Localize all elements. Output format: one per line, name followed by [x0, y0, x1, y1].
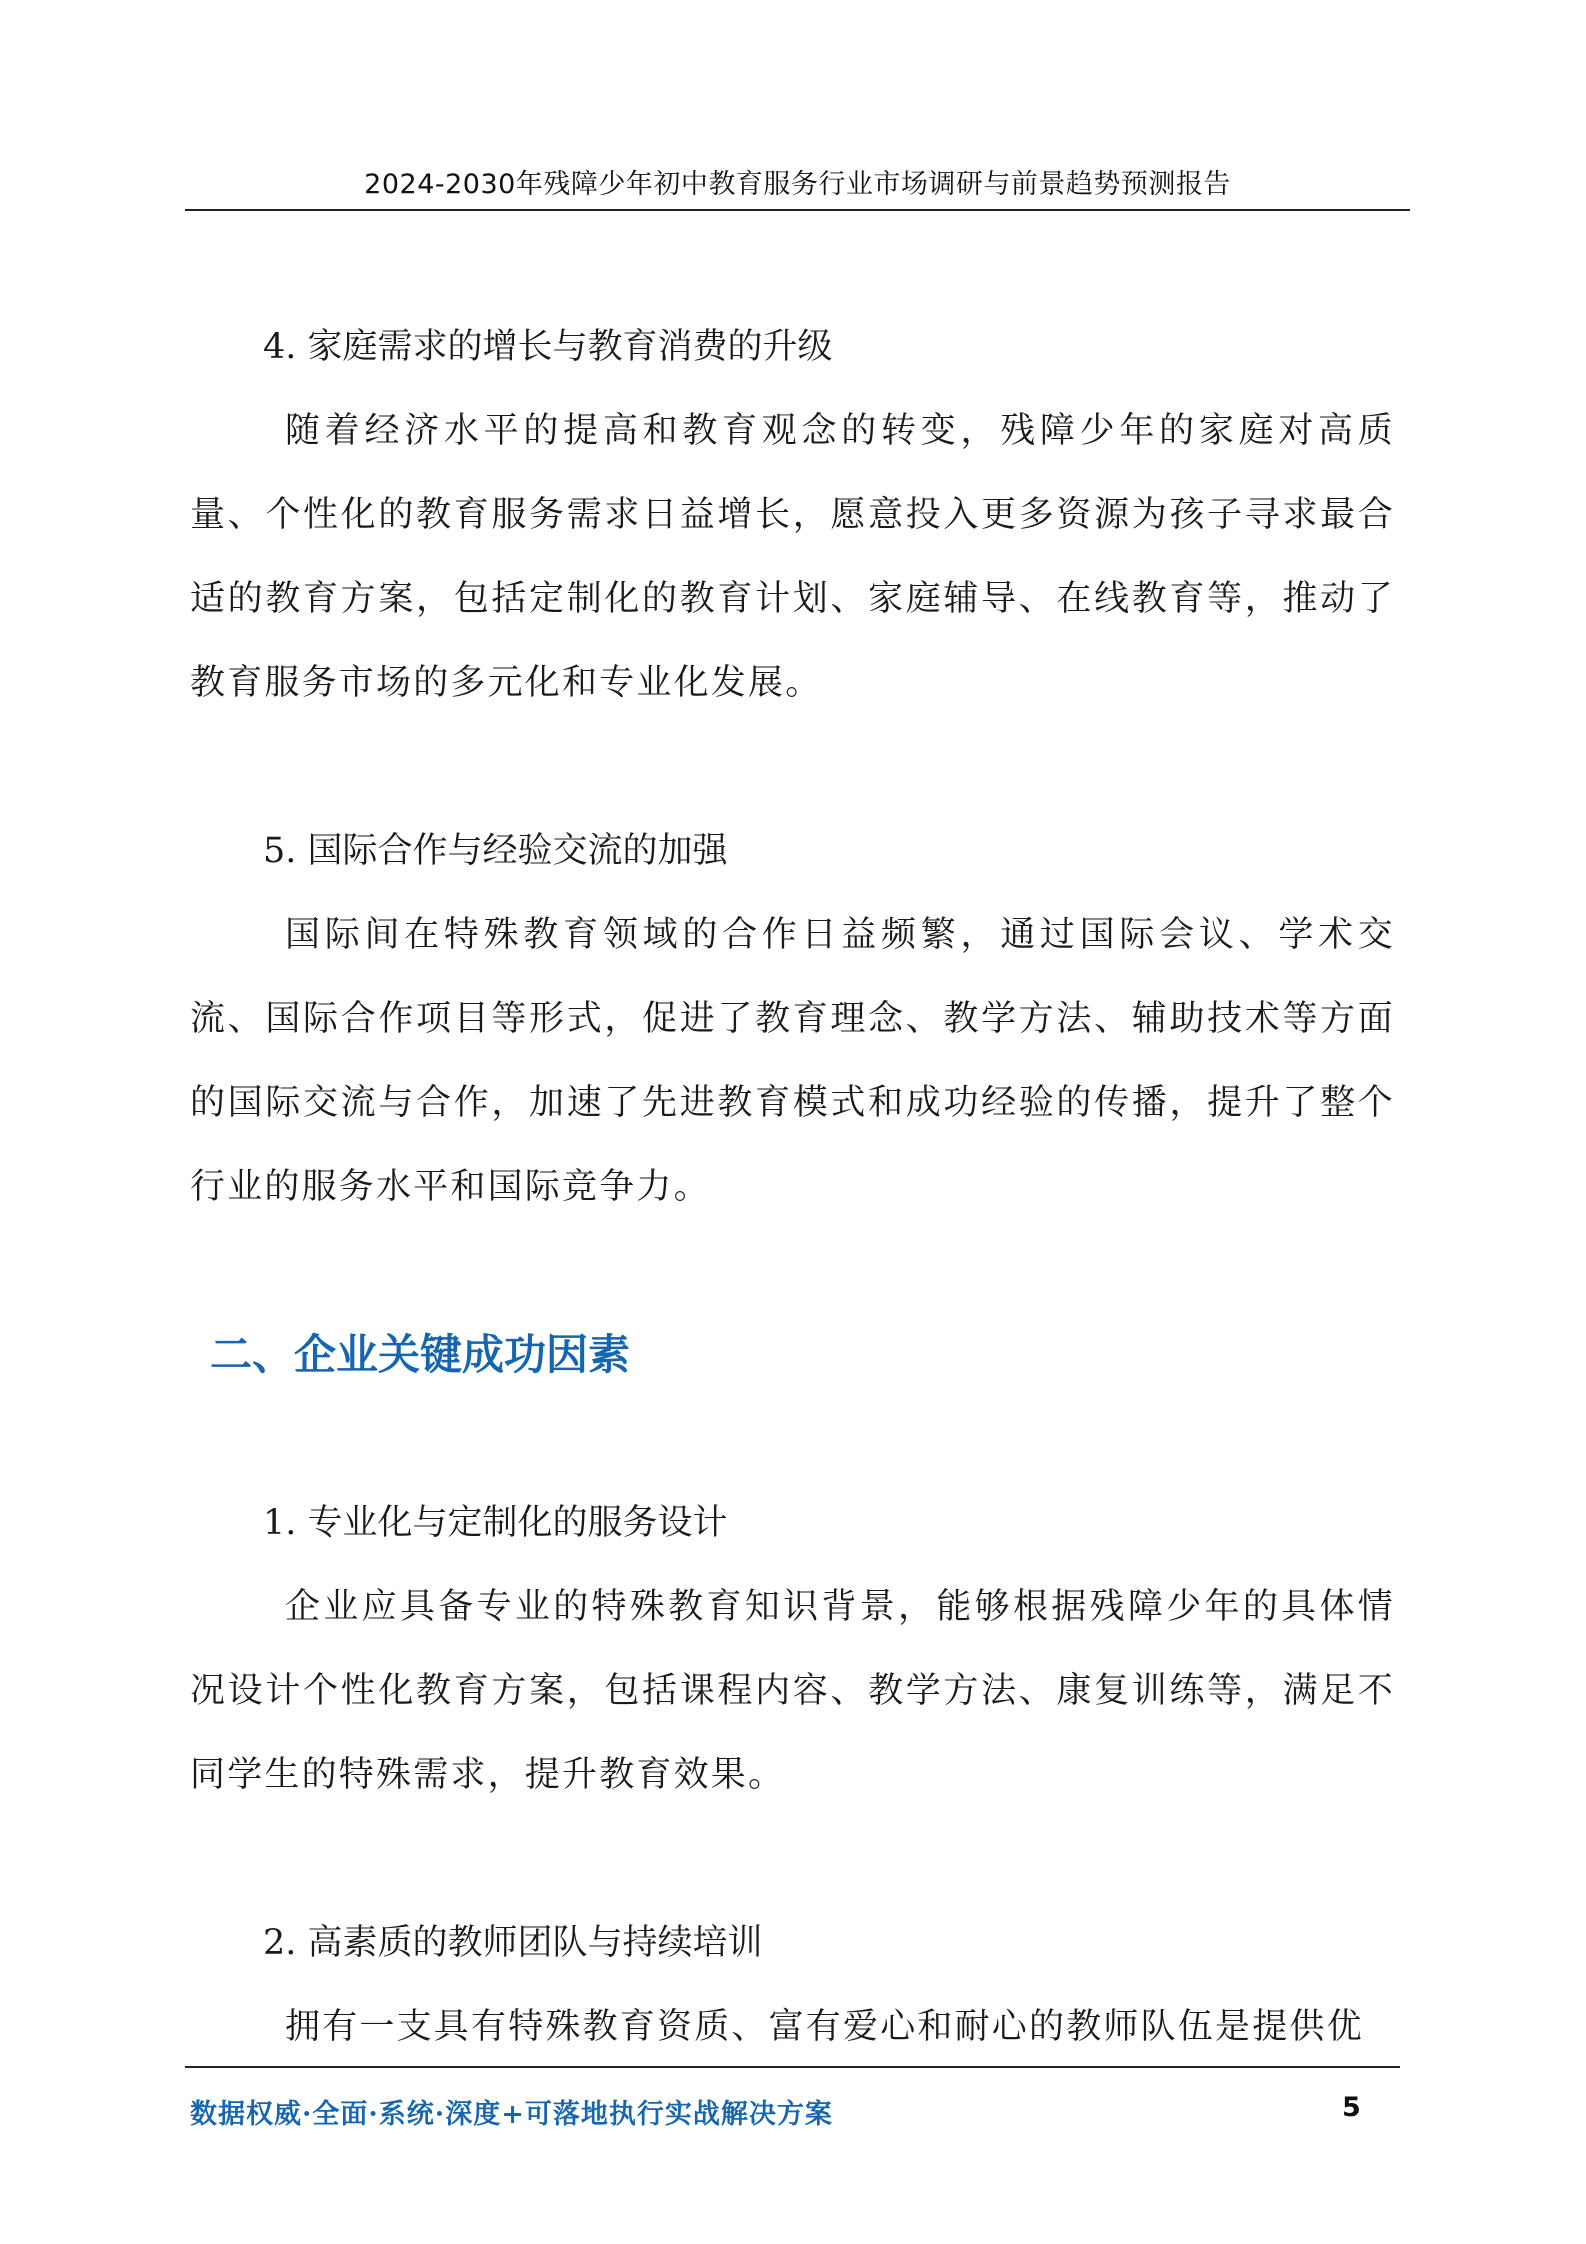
factor-2-body: 拥有一支具有特殊教育资质、富有爱心和耐心的教师队伍是提供优 [285, 2007, 1364, 2047]
spacer [190, 1397, 1395, 1481]
spacer [190, 725, 1395, 809]
item-5-title: 5. 国际合作与经验交流的加强 [263, 831, 728, 871]
factor-1-title: 1. 专业化与定制化的服务设计 [263, 1503, 728, 1543]
footer-slogan: 数据权威·全面·系统·深度+可落地执行实战解决方案 [190, 2099, 833, 2130]
item-5-body: 国际间在特殊教育领域的合作日益频繁，通过国际会议、学术交流、国际合作项目等形式，促进了教育理念、教学方法、辅助技术等方面的国际交流与合作，加速了先进教育模式和成功经验的传播，提升了整个行业的服务水平和国际竞争力。 [190, 915, 1395, 1207]
footer-divider [185, 2066, 1400, 2068]
factor-2-title: 2. 高素质的教师团队与持续培训 [263, 1923, 763, 1963]
spacer [190, 1229, 1395, 1313]
item-4-body: 随着经济水平的提高和教育观念的转变，残障少年的家庭对高质量、个性化的教育服务需求日益增长，愿意投入更多资源为孩子寻求最合适的教育方案，包括定制化的教育计划、家庭辅导、在线教育等，推动了教育服务市场的多元化和专业化发展。 [190, 411, 1395, 703]
item-4-title: 4. 家庭需求的增长与教育消费的升级 [263, 327, 833, 367]
report-title-header: 2024-2030年残障少年初中教育服务行业市场调研与前景趋势预测报告 [364, 169, 1231, 200]
spacer [190, 1817, 1395, 1901]
page-body [190, 305, 1395, 2069]
header-divider [185, 209, 1410, 211]
page-number: 5 [1342, 2092, 1361, 2123]
section-heading-key-success-factors: 二、企业关键成功因素 [210, 1330, 631, 1379]
factor-1-body: 企业应具备专业的特殊教育知识背景，能够根据残障少年的具体情况设计个性化教育方案，包括课程内容、教学方法、康复训练等，满足不同学生的特殊需求，提升教育效果。 [190, 1587, 1395, 1795]
